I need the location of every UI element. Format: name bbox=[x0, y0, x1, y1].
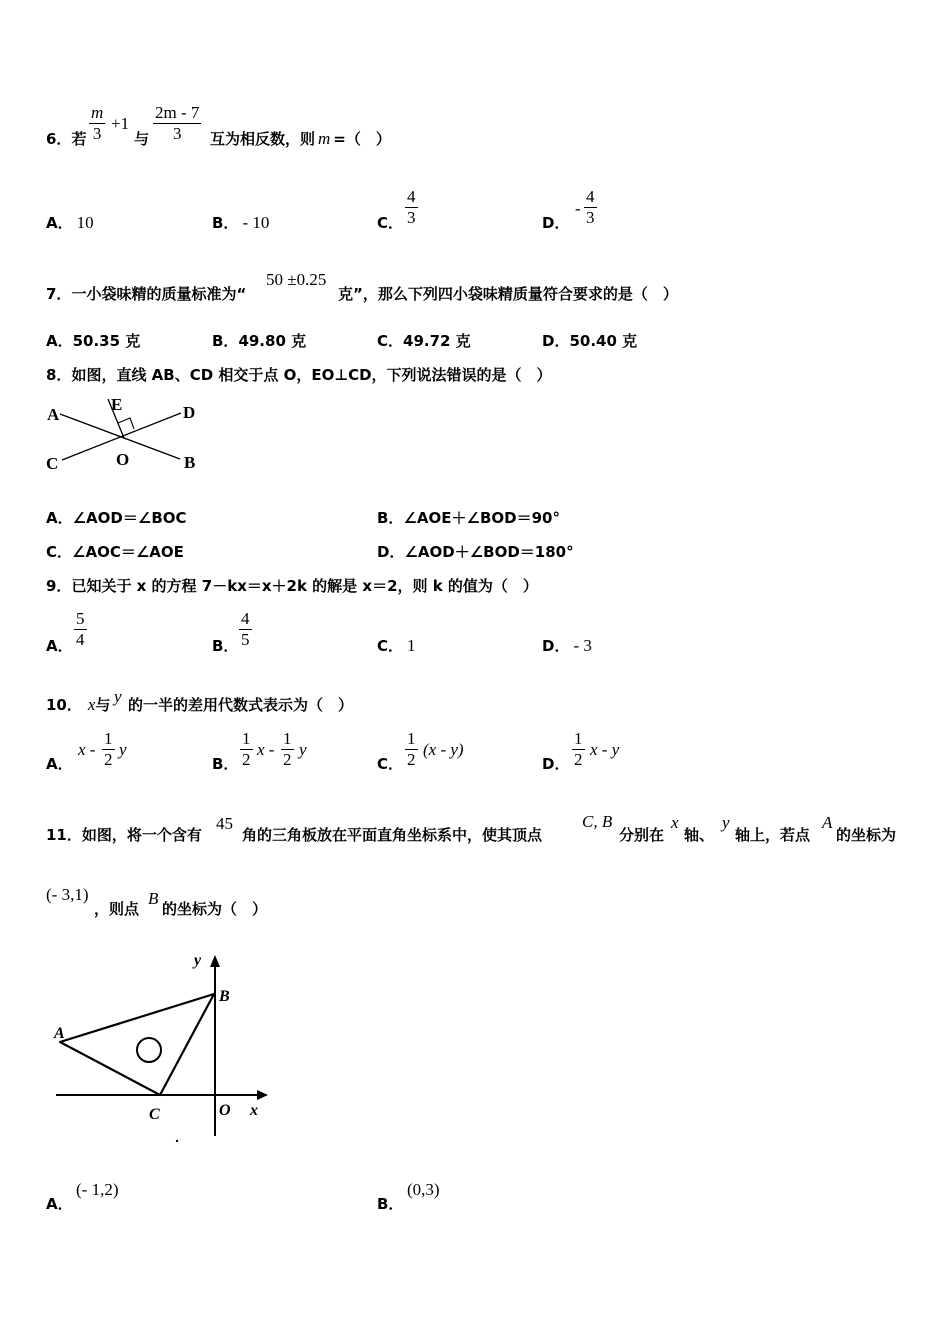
q6-option-d-letter: D． bbox=[542, 214, 570, 232]
q7-option-a[interactable] bbox=[46, 330, 140, 351]
q7-option-c-value: 49.72 克 bbox=[403, 332, 471, 350]
q8-option-a-value: ∠AOD＝∠BOC bbox=[72, 509, 187, 527]
q11-angle: 45 bbox=[216, 814, 233, 833]
q9-option-b-letter: B． bbox=[212, 637, 239, 655]
q7-number: 7． bbox=[46, 285, 72, 303]
q11-stem-a bbox=[46, 824, 202, 845]
q11-text-a: 如图，将一个含有 bbox=[81, 826, 202, 844]
q6-option-c-den: 3 bbox=[407, 208, 416, 227]
q6-frac2-num: 2m - 7 bbox=[155, 103, 200, 122]
q10-option-b-den2: 2 bbox=[283, 750, 292, 769]
q8-option-a[interactable] bbox=[46, 507, 187, 528]
q9-option-a-fraction bbox=[74, 609, 87, 650]
q11-option-b-value: (0,3) bbox=[407, 1180, 440, 1199]
q8-option-c-value: ∠AOC＝∠AOE bbox=[72, 543, 184, 561]
q10-option-d[interactable] bbox=[542, 753, 569, 774]
q10-number: 10． bbox=[46, 696, 82, 714]
q11-text-d: 轴、 bbox=[684, 826, 715, 844]
y-axis-arrow-icon bbox=[210, 955, 220, 967]
q10-option-b-fraction-2 bbox=[281, 729, 294, 770]
q9-option-b-num: 4 bbox=[241, 609, 250, 628]
q8-text: 如图，直线 AB、CD 相交于点 O，EO⊥CD，下列说法错误的是（ ） bbox=[71, 366, 552, 384]
q8-label-o: O bbox=[116, 450, 130, 469]
q9-stem bbox=[46, 575, 538, 596]
q9-option-a[interactable] bbox=[46, 635, 73, 656]
q6-option-a[interactable] bbox=[46, 212, 94, 233]
q10-text-a: 与 bbox=[95, 696, 111, 714]
q9-option-c-letter: C． bbox=[377, 637, 404, 655]
q6-option-c[interactable] bbox=[377, 212, 403, 233]
q8-option-d-letter: D． bbox=[377, 543, 405, 561]
q6-number: 6． bbox=[46, 130, 72, 148]
q6-fraction-2 bbox=[153, 103, 201, 144]
q10-option-b-den: 2 bbox=[242, 750, 251, 769]
q11-text-e: 轴上，若点 bbox=[735, 826, 811, 844]
q11-point-b: B bbox=[148, 889, 159, 908]
q10-option-c-num: 1 bbox=[407, 729, 416, 748]
q8-label-d: D bbox=[183, 403, 196, 422]
q8-label-c: C bbox=[46, 454, 59, 473]
q6-plus-one: +1 bbox=[111, 114, 130, 133]
q6-var: m bbox=[318, 129, 331, 148]
q8-label-a: A bbox=[47, 405, 60, 424]
q8-number: 8． bbox=[46, 366, 72, 384]
q8-option-b-letter: B． bbox=[377, 509, 404, 527]
q8-option-b[interactable] bbox=[377, 507, 560, 528]
q9-option-a-num: 5 bbox=[76, 609, 85, 628]
q10-option-c-letter: C． bbox=[377, 755, 404, 773]
q11-text-g: ，则点 bbox=[94, 900, 140, 918]
q6-option-b-letter: B． bbox=[212, 214, 239, 232]
q11-point-a: A bbox=[822, 813, 833, 832]
q10-option-a-fraction bbox=[102, 729, 115, 770]
q11-option-b[interactable] bbox=[377, 1193, 403, 1214]
q7-option-c[interactable] bbox=[377, 330, 471, 351]
q8-label-b: B bbox=[184, 453, 196, 472]
q6-option-d-den: 3 bbox=[586, 208, 595, 227]
stray-dot bbox=[176, 1140, 178, 1142]
q6-option-c-num: 4 bbox=[407, 187, 416, 206]
q9-text: 已知关于 x 的方程 7－kx＝x＋2k 的解是 x＝2，则 k 的值为（ ） bbox=[71, 577, 538, 595]
q11-text-f: 的坐标为 bbox=[836, 826, 897, 844]
q6-option-b[interactable] bbox=[212, 212, 269, 233]
q11-label-y: y bbox=[194, 952, 202, 969]
q11-figure bbox=[40, 945, 280, 1145]
q11-label-c: C bbox=[149, 1106, 160, 1123]
q11-label-a: A bbox=[54, 1025, 65, 1042]
q6-option-d-fraction bbox=[584, 187, 597, 228]
q10-option-d-letter: D． bbox=[542, 755, 570, 773]
q8-option-b-value: ∠AOE＋∠BOD＝90° bbox=[403, 509, 560, 527]
q6-eq-paren: =（ ） bbox=[333, 130, 391, 148]
q10-option-a-den: 2 bbox=[104, 750, 113, 769]
q6-frac2-den: 3 bbox=[153, 123, 201, 144]
q11-text-c: 分别在 bbox=[619, 826, 665, 844]
q11-option-a-value: (- 1,2) bbox=[76, 1180, 119, 1199]
x-axis-arrow-icon bbox=[257, 1090, 268, 1100]
q10-option-b-num: 1 bbox=[242, 729, 251, 748]
q10-option-b-letter: B． bbox=[212, 755, 239, 773]
q10-option-b[interactable] bbox=[212, 753, 238, 774]
q6-fraction-1 bbox=[89, 103, 105, 144]
q7-text-a: 一小袋味精的质量标准为“ bbox=[71, 285, 247, 303]
q8-label-e: E bbox=[111, 395, 123, 414]
q7-stem-a bbox=[46, 283, 246, 304]
q10-option-a-pre: x - bbox=[78, 740, 96, 759]
q10-var-y: y bbox=[114, 687, 122, 706]
q8-stem bbox=[46, 364, 552, 385]
q9-number: 9． bbox=[46, 577, 72, 595]
q10-var-x: x bbox=[87, 695, 96, 714]
q7-option-a-value: 50.35 克 bbox=[72, 332, 141, 350]
q9-option-b[interactable] bbox=[212, 635, 238, 656]
q11-label-b: B bbox=[219, 988, 230, 1005]
q9-option-d-letter: D． bbox=[542, 637, 570, 655]
q8-option-c-letter: C． bbox=[46, 543, 73, 561]
q10-option-b-num2: 1 bbox=[283, 729, 292, 748]
q11-option-a[interactable] bbox=[46, 1193, 73, 1214]
q6-option-a-value: 10 bbox=[76, 213, 94, 232]
q9-option-a-letter: A． bbox=[46, 637, 73, 655]
q7-option-b-letter: B． bbox=[212, 332, 239, 350]
q8-option-c[interactable] bbox=[46, 541, 184, 562]
q9-option-b-den: 5 bbox=[241, 630, 250, 649]
q11-number: 11． bbox=[46, 826, 82, 844]
q9-option-c[interactable] bbox=[377, 635, 416, 656]
q11-option-a-letter: A． bbox=[46, 1195, 73, 1213]
q10-option-c-post: (x - y) bbox=[423, 740, 464, 759]
q7-standard: 50 ±0.25 bbox=[266, 270, 327, 289]
q7-option-d[interactable] bbox=[542, 330, 637, 351]
q6-option-d[interactable] bbox=[542, 212, 569, 233]
q10-option-b-post: y bbox=[299, 740, 307, 759]
q11-text-b: 角的三角板放在平面直角坐标系中，使其顶点 bbox=[242, 826, 543, 844]
set-square-hole bbox=[137, 1038, 161, 1062]
q7-text-b: 克”，那么下列四小袋味精质量符合要求的是（ ） bbox=[338, 285, 678, 303]
q10-option-d-den: 2 bbox=[574, 750, 583, 769]
q9-option-b-fraction bbox=[239, 609, 252, 650]
q7-option-d-letter: D． bbox=[542, 332, 570, 350]
q10-option-c-den: 2 bbox=[407, 750, 416, 769]
q10-option-a[interactable] bbox=[46, 753, 73, 774]
q11-label-x: x bbox=[250, 1102, 258, 1119]
q6-text-b: 与 bbox=[134, 130, 150, 148]
q10-text-b: 的一半的差用代数式表示为（ ） bbox=[128, 696, 354, 714]
q7-option-d-value: 50.40 克 bbox=[569, 332, 638, 350]
q10-option-d-num: 1 bbox=[574, 729, 583, 748]
q10-option-c-fraction bbox=[405, 729, 418, 770]
q8-figure bbox=[44, 392, 214, 482]
q6-frac1-den: 3 bbox=[89, 123, 105, 144]
right-angle-mark bbox=[118, 418, 134, 429]
q11-option-b-letter: B． bbox=[377, 1195, 404, 1213]
q10-option-b-mid: x - bbox=[257, 740, 275, 759]
q10-option-a-letter: A． bbox=[46, 755, 73, 773]
q10-option-c[interactable] bbox=[377, 753, 403, 774]
q6-stem bbox=[46, 128, 86, 149]
q7-option-c-letter: C． bbox=[377, 332, 404, 350]
q11-vertices: C, B bbox=[582, 812, 613, 831]
q7-option-a-letter: A． bbox=[46, 332, 73, 350]
q6-option-d-num: 4 bbox=[586, 187, 595, 206]
q11-axis-x: x bbox=[671, 813, 679, 832]
q8-option-a-letter: A． bbox=[46, 509, 73, 527]
q6-option-d-sign: - bbox=[575, 199, 581, 218]
q6-frac1-num: m bbox=[91, 103, 104, 122]
q6-option-b-value: - 10 bbox=[242, 213, 270, 232]
q6-text-c-line bbox=[210, 128, 391, 149]
q7-option-b[interactable] bbox=[212, 330, 306, 351]
q11-text-h: 的坐标为（ ） bbox=[162, 900, 268, 918]
q11-coord-a: (- 3,1) bbox=[46, 885, 89, 904]
q6-option-a-letter: A． bbox=[46, 214, 73, 232]
q9-option-a-den: 4 bbox=[76, 630, 85, 649]
triangle-set-square bbox=[60, 994, 214, 1095]
q7-option-b-value: 49.80 克 bbox=[238, 332, 307, 350]
q8-option-d[interactable] bbox=[377, 541, 574, 562]
q6-option-c-letter: C． bbox=[377, 214, 404, 232]
q10-option-a-post: y bbox=[119, 740, 127, 759]
q10-option-d-fraction bbox=[572, 729, 585, 770]
q10-option-d-post: x - y bbox=[590, 740, 620, 759]
q6-option-c-fraction bbox=[405, 187, 418, 228]
q6-text-c: 互为相反数，则 bbox=[210, 130, 316, 148]
q8-option-d-value: ∠AOD＋∠BOD＝180° bbox=[404, 543, 574, 561]
q10-option-a-num: 1 bbox=[104, 729, 113, 748]
q9-option-d-value: - 3 bbox=[573, 636, 592, 655]
q9-option-c-value: 1 bbox=[407, 636, 416, 655]
q9-option-d[interactable] bbox=[542, 635, 592, 656]
q10-option-b-fraction-1 bbox=[240, 729, 253, 770]
q11-label-o: O bbox=[219, 1102, 231, 1119]
q10-stem bbox=[46, 694, 110, 715]
q11-axis-y: y bbox=[722, 813, 730, 832]
q6-text-a: 若 bbox=[71, 130, 87, 148]
